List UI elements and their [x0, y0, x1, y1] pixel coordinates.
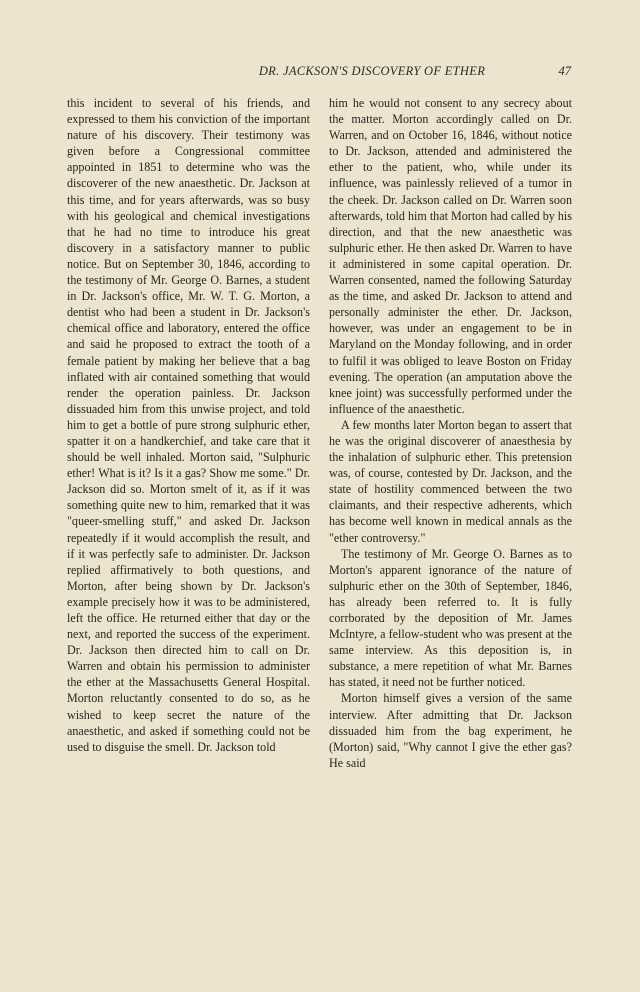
paragraph: A few months later Morton began to assert that he was the original discoverer of anaesthesia by the inhalation of sulphuric ether. This pretension was, of course, contested by Dr. Jackson, and the state of hostility commenced between the two claimants, and their respective adherents, which has become well known in medical annals as the "ether controversy." — [329, 417, 572, 545]
paragraph: this incident to several of his friends, and expressed to them his conviction of the important nature of his discovery. Their testimony was given before a Congressional committee appointed in 1851 to determine who was the discoverer of the new anaesthetic. Dr. Jackson at this time, and for years afterwards, was so busy with his geological and chemical investigations that he had no time to introduce his great discovery in a satisfactory manner to public notice. But on September 30, 1846, according to the testimony of Mr. George O. Barnes, a student in Dr. Jackson's office, Mr. W. T. G. Morton, a dentist who had been a student in Dr. Jackson's chemical office and laboratory, entered the office and said he proposed to extract the tooth of a female patient by making her believe that a bag inflated with air contained something that would render the operation painless. Dr. Jackson dissuaded him from this unwise project, and told him to get a bottle of pure strong sulphuric ether, spatter it on a handkerchief, and take care that it should be well inhaled. Morton said, "Sulphuric ether! What is it? Is it a gas? Show me some." Dr. Jackson did so. Morton smelt of it, as if it was something quite new to him, remarked that it was "queer-smelling stuff," and asked Dr. Jackson repeatedly if it would accomplish the result, and if it was perfectly safe to administer. Dr. Jackson replied affirmatively to both questions, and Morton, after being shown by Dr. Jackson's example precisely how it was to be administered, left the office. He returned either that day or the next, and reported the success of the experiment. Dr. Jackson then directed him to call on Dr. Warren and obtain his permission to administer the ether at the Massachusetts General Hospital. Morton reluctantly consented to do so, as he wished to keep secret the nature of the anaesthetic, and asked if something could not be used to disguise the smell. Dr. Jackson told — [67, 96, 310, 754]
page-number: 47 — [558, 64, 571, 78]
paragraph: him he would not consent to any secrecy about the matter. Morton accordingly called on Dr. Warren, and on October 16, 1846, without notice to Dr. Jackson, attended and administered the ether to the patient, who, while under its influence, was painlessly relieved of a tumor in the cheek. Dr. Jackson called on Dr. Warren soon afterwards, told him that Morton had called by his direction, and that the new anaesthetic was sulphuric ether. He then asked Dr. Warren to have it administered in some capital operation. Dr. Warren consented, named the following Saturday as the time, and asked Dr. Jackson to attend and personally administer the ether. Dr. Jackson, however, was under an engagement to be in Maryland on the Monday following, and in order to fulfil it was obliged to leave Boston on Friday evening. The operation (an amputation above the knee joint) was successfully performed under the influence of the anaesthetic. — [329, 96, 572, 416]
left-column — [67, 95, 310, 755]
running-header: DR. JACKSON'S DISCOVERY OF ETHER — [258, 64, 486, 78]
paragraph: Morton himself gives a version of the same interview. After admitting that Dr. Jackson dissuaded him from the bag experiment, he (Morton) said, "Why cannot I give the ether gas? He said — [329, 691, 572, 770]
right-column — [329, 95, 572, 771]
paragraph: The testimony of Mr. George O. Barnes as to Morton's apparent ignorance of the nature of sulphuric ether on the 30th of September, 1846, has already been referred to. It is fully corrborated by the deposition of Mr. James McIntyre, a fellow-student who was present at the same interview. As this deposition is, in substance, a mere repetition of what Mr. Barnes has stated, it need not be further noticed. — [329, 546, 572, 690]
